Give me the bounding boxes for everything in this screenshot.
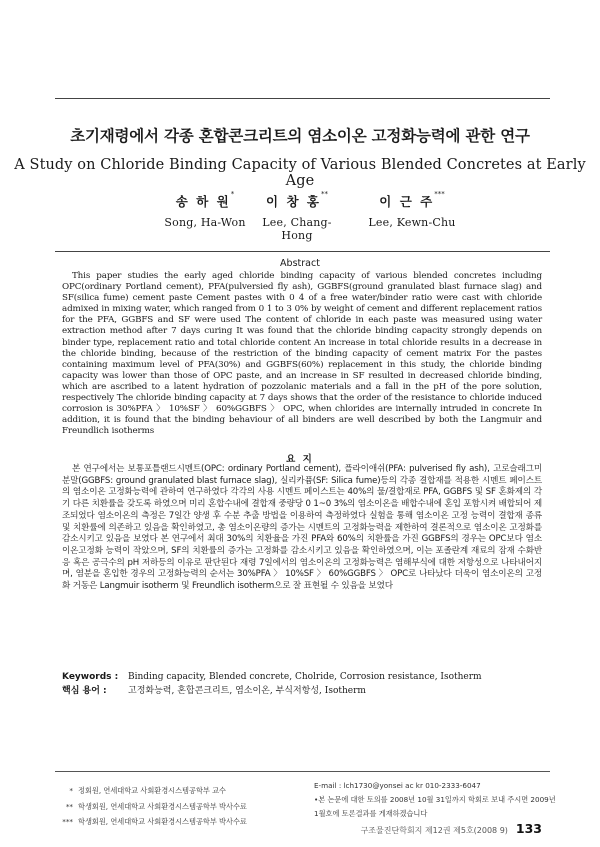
- summary-body: [62, 464, 542, 593]
- author-3: [362, 192, 462, 229]
- journal-info: 구조물진단학회지 제12권 제5호(2008 9): [360, 826, 508, 835]
- author-name-ko: 이 근 주: [379, 194, 435, 209]
- author-name-ko: 송 하 원: [175, 194, 231, 209]
- author-name-ko: 이 창 홍: [266, 194, 321, 209]
- footnote-item: * 정회원, 연세대학교 사회환경시스템공학부 교수: [69, 786, 227, 795]
- keywords-ko-list: 고정화능력, 혼합콘크리트, 염소이온, 부식저항성, Isotherm: [128, 686, 366, 696]
- author-mark: *: [230, 190, 235, 198]
- keywords-label: Keywords :: [62, 672, 119, 682]
- keywords-ko: [62, 684, 542, 698]
- discussion-notice: •본 논문에 대한 토의를 2008년 10월 31일까지 학회로 보내 주시면 2009년 1월호에 토론결과를 게재하겠습니다: [314, 795, 556, 818]
- page-number: 133: [515, 821, 542, 836]
- footnote-item: ** 학생회원, 연세대학교 사회환경시스템공학부 박사수료: [65, 801, 247, 811]
- author-name-en: Lee, Kewn-Chu: [368, 216, 456, 229]
- author-2: [247, 192, 347, 242]
- abstract-text: This paper studies the early aged chloride binding capacity of various blended concretes including OPC(ordinary Portland cement), PFA(pulversied fly ash), GGBFS(ground granulated blast furnace slag) and SF(silica fume) cement paste Cement pastes with 0 4 of a free water/binder ratio were cast with chloride admixed in mixing water, which ranged from 0 1 to 3 0% by weight of cement and different replacement ratios for the PFA, GGBFS and SF were used The content of chloride in each paste was measured using water extraction method after 7 days curing It was found that the chloride binding capacity strongly depends on binder type, replacement ratio and total chloride content An increase in total chloride results in a decrease in the chloride binding, because of the restriction of the binding capacity of cement matrix For the pastes containing maximum level of PFA(30%) and GGBFS(60%) replacement in this study, the chloride binding capacity was lower than those of OPC paste, and an increase in SF resulted in decreased chloride binding, which are ascribed to a latent hydration of pozzolanic materials and a fall in the pH of the pore solution, respectively The chloride binding capacity at 7 days shows that the order of the resistance to chloride induced corrosion is 30%PFA 〉 10%SF 〉 60%GGBFS 〉 OPC, when chlorides are internally intruded in concrete In addition, it is found that the binding behaviour of all binders are well described by both the Langmuir and Freundlich isotherms: [62, 271, 542, 437]
- author-name-en: Song, Ha-Won: [164, 216, 246, 229]
- footnote-divider: [55, 771, 550, 772]
- email-line: E-mail : lch1730@yonsei ac kr 010-2333-6047: [314, 781, 481, 790]
- author-1: [160, 192, 250, 229]
- title-english: A Study on Chloride Binding Capacity of Various Blended Concretes at Early Age: [14, 157, 586, 189]
- keywords-list: Binding capacity, Blended concrete, Cholride, Corrosion resistance, Isotherm: [128, 672, 482, 682]
- keywords-en: [62, 670, 542, 684]
- author-footnotes: [55, 783, 305, 830]
- title-korean: 초기재령에서 각종 혼합콘크리트의 염소이온 고정화능력에 관한 연구: [70, 127, 530, 145]
- page-footer: [361, 821, 542, 836]
- author-mark: **: [320, 190, 328, 198]
- keywords-ko-label: 핵심 용어 :: [62, 686, 107, 696]
- summary-heading: 요 지: [286, 454, 314, 465]
- contact-notes: [314, 779, 559, 821]
- summary-text: 본 연구에서는 보통포틀랜드시멘트(OPC: ordinary Portland cement), 플라이애쉬(PFA: pulverised fly ash), 고로슬래그미분말(GGBFS: ground granulated blast furnace slag), 실리카퓸(SF: Silica fume)등의 각종 결합재를 적용한 시멘트 페이스트의 염소이온 고정화능력에 관하여 연구하였다 각각의 사용 시멘트 페이스트는 40%의 물/결합재로 PFA, GGBFS 및 SF 혼화제의 각기 다른 치환률을 갖도록 하였으며 미리 혼합수내에 결합재 중량당 0 1~0 3%의 염소이온을 배합수내에 혼입 포함시켜 배합되어 제조되었다 염소이온의 측정은 7일간 양생 후 수분 추출 방법을 이용하여 측정하였다 실험을 통해 염소이온 고정 능력이 결합재 종류 및 치환률에 의존하고 있음을 확인하였고, 총 염소이온량의 증가는 시멘트의 고정화능력을 제한하여 결론적으로 염소이온 고정화를 감소시키고 있음을 보였다 본 연구에서 최대 30%의 치환율을 가진 PFA와 60%의 치환률을 가진 GGBFS의 경우는 OPC보다 염소이온고정화 능력이 작았으며, SF의 치환률의 증가는 고정화를 감소시키고 있음을 확인하였으며, 이는 포졸란계 재료의 잠재 수화반응 혹은 공극수의 pH 저하등의 이유로 판단된다 재령 7일에서의 염소이온의 고정화능력은 염해부식에 대한 저항성으로 나타내어지며, 염분을 혼입한 경우의 고정화능력의 순서는 30%PFA 〉 10%SF 〉 60%GGBFS 〉 OPC로 나타났다 더욱이 염소이온의 고정화 거동은 Langmuir isotherm 및 Freundlich isotherm으로 잘 표현될 수 있음을 보였다: [62, 464, 542, 592]
- abstract-heading: Abstract: [280, 258, 320, 269]
- footnote-item: *** 학생회원, 연세대학교 사회환경시스템공학부 박사수료: [62, 817, 247, 826]
- abstract-body: [62, 271, 542, 437]
- author-mark: ***: [434, 190, 445, 198]
- author-name-en: Lee, Chang-Hong: [262, 216, 332, 242]
